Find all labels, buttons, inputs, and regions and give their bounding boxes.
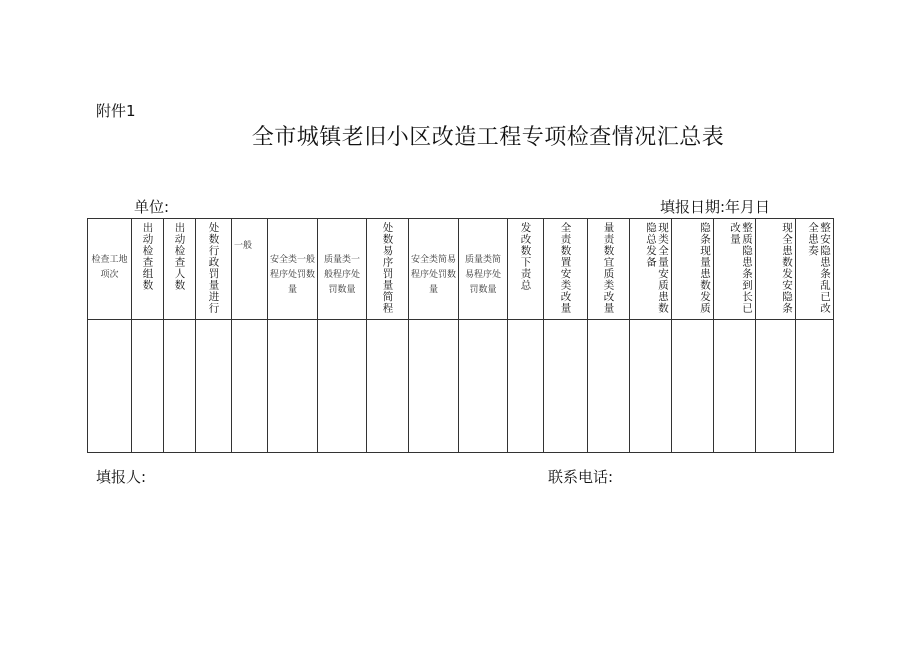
reporter-label: 填报人: — [96, 468, 147, 486]
col-header — [672, 219, 714, 320]
col-header-label: 出动检查组数 — [141, 222, 154, 291]
attachment-label: 附件1 — [96, 102, 136, 120]
table-cell[interactable] — [508, 320, 544, 453]
col-header — [367, 219, 409, 320]
page-title — [0, 120, 920, 151]
table-cell[interactable] — [164, 320, 196, 453]
table-cell[interactable] — [318, 320, 367, 453]
table-cell[interactable] — [268, 320, 318, 453]
col-header-label: 质量类一般程序处罚数量 — [323, 255, 360, 295]
table-cell[interactable] — [132, 320, 164, 453]
table-cell[interactable] — [756, 320, 796, 453]
col-header-label: 整安隐患条乱已改全患奏 — [807, 222, 831, 314]
fill-date-label: 填报日期:年月日 — [660, 198, 771, 216]
col-header-label: 量责数宜质类改量 — [602, 222, 615, 314]
col-header — [318, 219, 367, 320]
col-header — [268, 219, 318, 320]
table-cell[interactable] — [588, 320, 630, 453]
table-cell[interactable] — [544, 320, 588, 453]
col-header-label: 现类全量安质患数隐总发备 — [645, 222, 669, 314]
col-header-label: 隐条现量患数发质 — [699, 222, 711, 314]
table-cell[interactable] — [714, 320, 756, 453]
table-cell[interactable] — [630, 320, 672, 453]
table-row — [88, 320, 834, 453]
col-header-label: 全责数置安类改量 — [559, 222, 572, 314]
col-header-label: 整质隐患条到长已改量 — [729, 222, 753, 314]
col-header — [796, 219, 834, 320]
col-header — [88, 219, 132, 320]
col-header — [409, 219, 459, 320]
col-header-label: 安全类简易程序处罚数量 — [411, 255, 457, 295]
col-header-label: 处数易序罚量简程 — [381, 222, 394, 314]
table-cell[interactable] — [367, 320, 409, 453]
col-header — [756, 219, 796, 320]
col-header — [196, 219, 232, 320]
col-header-label: 一般 — [234, 241, 253, 251]
col-header-label: 出动检查人数 — [173, 222, 186, 291]
col-header — [164, 219, 196, 320]
summary-table — [87, 218, 834, 453]
col-header — [132, 219, 164, 320]
contact-phone-label: 联系电话: — [548, 468, 614, 486]
table-header-row — [88, 219, 834, 320]
table-cell[interactable] — [459, 320, 508, 453]
col-header-label: 现全患数发安隐条 — [781, 222, 793, 314]
table-cell[interactable] — [196, 320, 232, 453]
col-header — [232, 219, 268, 320]
table-cell[interactable] — [232, 320, 268, 453]
table-cell[interactable] — [409, 320, 459, 453]
col-header — [544, 219, 588, 320]
col-header — [630, 219, 672, 320]
col-header — [459, 219, 508, 320]
table-cell[interactable] — [796, 320, 834, 453]
col-header-label: 处数行政罚量进行 — [207, 222, 220, 314]
unit-label: 单位: — [134, 198, 170, 216]
table-cell[interactable] — [88, 320, 132, 453]
col-header-label: 检查工地项次 — [91, 255, 128, 280]
col-header — [714, 219, 756, 320]
col-header-label: 安全类一般程序处罚数量 — [270, 255, 316, 295]
col-header — [508, 219, 544, 320]
col-header-label: 发改数下责总 — [519, 222, 532, 291]
col-header — [588, 219, 630, 320]
page-title-text: 全市城镇老旧小区改造工程专项检查情况汇总表 — [251, 125, 725, 150]
col-header-label: 质量类简易程序处罚数量 — [464, 255, 501, 295]
table-cell[interactable] — [672, 320, 714, 453]
